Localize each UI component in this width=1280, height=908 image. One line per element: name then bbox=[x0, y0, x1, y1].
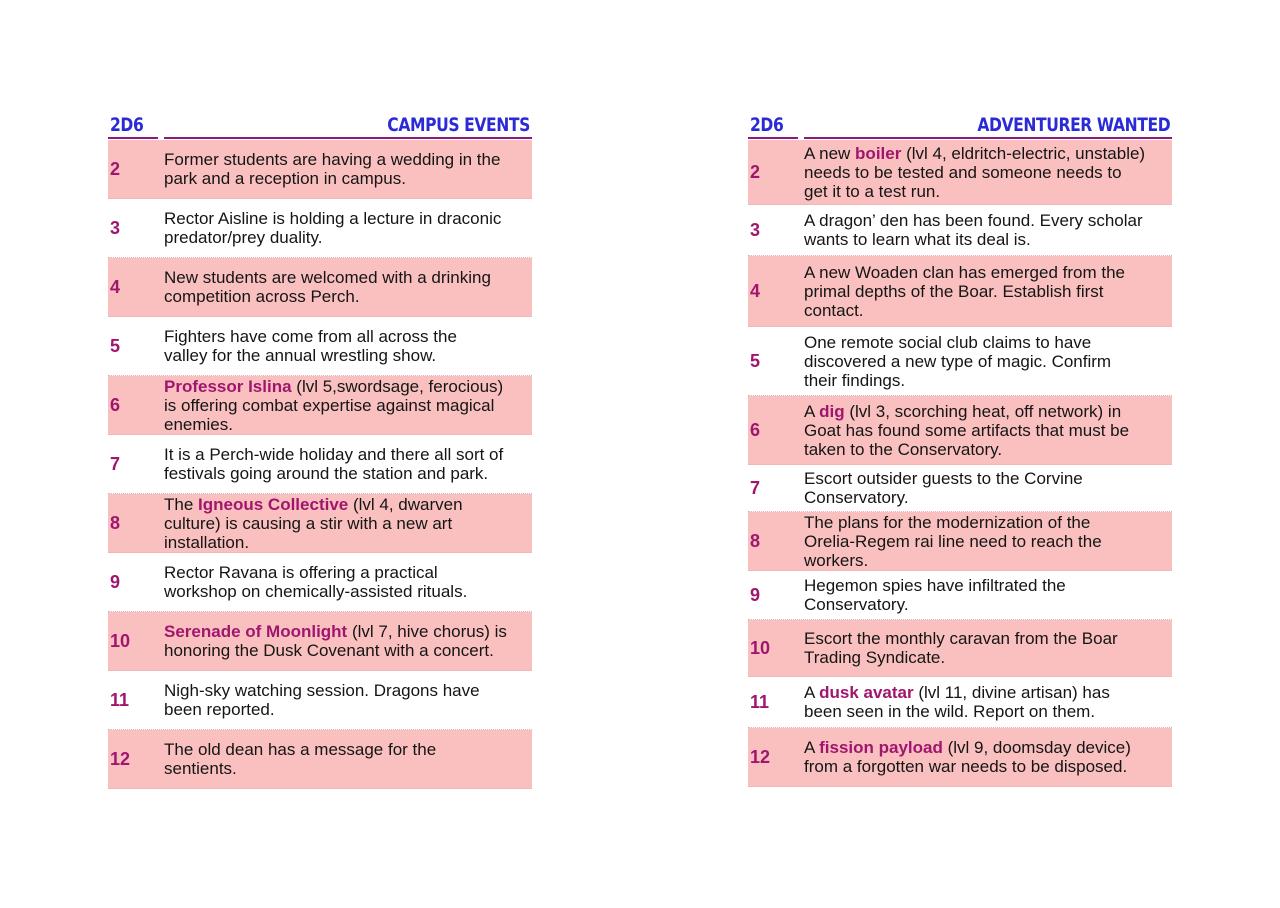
roll-number: 8 bbox=[750, 530, 761, 551]
highlighted-name: dig bbox=[819, 401, 845, 421]
table-row bbox=[108, 258, 532, 317]
entry-text bbox=[164, 563, 532, 601]
entry-text-end: (lvl 5,swordsage, ferocious) is offering combat expertise against magical enemies. bbox=[164, 376, 504, 434]
roll-number: 4 bbox=[110, 276, 121, 297]
table-row bbox=[748, 396, 1172, 465]
table-row bbox=[108, 612, 532, 671]
entry-text-start: A bbox=[804, 683, 820, 702]
table-row bbox=[748, 140, 1172, 205]
roll-number: 11 bbox=[110, 689, 130, 710]
entry-text bbox=[804, 402, 1172, 459]
entry-text-start: Rector Ravana is offering a practical workshop on chemically-assisted rituals. bbox=[164, 563, 468, 601]
table-row bbox=[108, 494, 532, 553]
entry-text-start: A dragon’ den has been found. Every scholar wants to learn what its deal is. bbox=[804, 211, 1143, 249]
entry-text-start: Former students are having a wedding in the park and a reception in campus. bbox=[164, 150, 501, 188]
entry-text bbox=[164, 327, 532, 365]
roll-number: 11 bbox=[750, 691, 770, 712]
highlighted-name: fission payload bbox=[819, 738, 943, 757]
table-header bbox=[748, 110, 1172, 140]
table-row bbox=[108, 730, 532, 789]
entry-text bbox=[804, 513, 1172, 570]
entry-text-start: Escort the monthly caravan from the Boar Trading Syndicate. bbox=[804, 629, 1118, 667]
entry-text bbox=[804, 629, 1172, 667]
table-row bbox=[108, 199, 532, 258]
entry-text-start: A bbox=[804, 738, 820, 757]
table-row bbox=[748, 571, 1172, 620]
entry-text-start: The old dean has a message for the sentients. bbox=[164, 740, 437, 778]
table-row bbox=[108, 317, 532, 376]
entry-text bbox=[164, 377, 532, 434]
roll-number: 10 bbox=[110, 630, 131, 651]
table-row bbox=[748, 205, 1172, 256]
entry-text bbox=[804, 576, 1172, 614]
entry-text-start: A new bbox=[804, 143, 856, 163]
entry-text-end: (lvl 4, dwarven culture) is causing a stir with a new art installation. bbox=[164, 494, 463, 552]
roll-number: 5 bbox=[750, 350, 761, 371]
entry-text bbox=[164, 445, 532, 483]
roll-number: 10 bbox=[750, 637, 771, 658]
table-row bbox=[748, 327, 1172, 396]
header-underline bbox=[164, 137, 532, 139]
roll-number: 2 bbox=[750, 161, 761, 182]
entry-text bbox=[164, 268, 532, 306]
entry-text-start: New students are welcomed with a drinking competition across Perch. bbox=[164, 268, 491, 306]
table-header bbox=[108, 110, 532, 140]
roll-number: 4 bbox=[750, 280, 761, 301]
entry-text bbox=[804, 144, 1172, 201]
entry-text-start: Rector Aisline is holding a lecture in draconic predator/prey duality. bbox=[164, 209, 502, 247]
adventurer-wanted-table bbox=[748, 110, 1172, 787]
entry-text bbox=[164, 150, 532, 188]
entry-text-start: The bbox=[164, 494, 199, 514]
roll-number: 9 bbox=[750, 584, 761, 605]
roll-number: 12 bbox=[110, 748, 131, 769]
entry-text-start: Escort outsider guests to the Corvine Conservatory. bbox=[804, 469, 1083, 507]
entry-text-start: Nigh-sky watching session. Dragons have been reported. bbox=[164, 681, 480, 719]
entry-text bbox=[804, 738, 1172, 776]
table-row bbox=[748, 620, 1172, 677]
entry-text-start: A bbox=[804, 401, 820, 421]
highlighted-name: Serenade of Moonlight bbox=[164, 622, 348, 641]
roll-number: 7 bbox=[110, 453, 121, 474]
entry-text-end: (lvl 3, scorching heat, off network) in Goat has found some artifacts that must be taken to the Conservatory. bbox=[804, 401, 1130, 459]
dice-column-header: 2D6 bbox=[750, 114, 784, 136]
entry-text-end: (lvl 7, hive chorus) is honoring the Dusk Covenant with a concert. bbox=[164, 622, 507, 660]
roll-number: 3 bbox=[110, 217, 121, 238]
entry-text-end: (lvl 9, doomsday device) from a forgotten war needs to be disposed. bbox=[804, 738, 1131, 776]
table-row bbox=[748, 512, 1172, 571]
table-title: ADVENTURER WANTED bbox=[977, 114, 1170, 136]
highlighted-name: Igneous Collective bbox=[198, 494, 349, 514]
entry-text-start: Fighters have come from all across the valley for the annual wrestling show. bbox=[164, 327, 457, 365]
entry-text bbox=[164, 740, 532, 778]
entry-text bbox=[804, 333, 1172, 390]
dice-column-header: 2D6 bbox=[110, 114, 144, 136]
entry-text bbox=[164, 209, 532, 247]
highlighted-name: Professor Islina bbox=[164, 376, 292, 396]
entry-text bbox=[164, 622, 532, 660]
table-row bbox=[108, 140, 532, 199]
roll-number: 8 bbox=[110, 512, 121, 533]
entry-text bbox=[804, 211, 1172, 249]
roll-number: 9 bbox=[110, 571, 121, 592]
highlighted-name: boiler bbox=[855, 143, 902, 163]
entry-text bbox=[164, 681, 532, 719]
table-row bbox=[108, 376, 532, 435]
roll-number: 2 bbox=[110, 158, 121, 179]
table-row bbox=[748, 728, 1172, 787]
entry-text-start: A new Woaden clan has emerged from the primal depths of the Boar. Establish first contact. bbox=[804, 262, 1125, 320]
entry-text-end: (lvl 4, eldritch-electric, unstable) needs to be tested and someone needs to get it to a test run. bbox=[804, 143, 1146, 201]
roll-number: 6 bbox=[750, 419, 761, 440]
entry-text-start: The plans for the modernization of the Orelia-Regem rai line need to reach the workers. bbox=[804, 512, 1102, 570]
entry-text bbox=[804, 263, 1172, 320]
table-row bbox=[108, 435, 532, 494]
roll-number: 7 bbox=[750, 477, 761, 498]
table-body bbox=[108, 140, 532, 789]
entry-text bbox=[804, 469, 1172, 507]
entry-text-start: Hegemon spies have infiltrated the Conservatory. bbox=[804, 576, 1066, 614]
table-body bbox=[748, 140, 1172, 787]
roll-number: 6 bbox=[110, 394, 121, 415]
entry-text-start: It is a Perch-wide holiday and there all sort of festivals going around the station and park. bbox=[164, 445, 504, 483]
table-row bbox=[108, 553, 532, 612]
entry-text-start: One remote social club claims to have discovered a new type of magic. Confirm their findings. bbox=[804, 332, 1112, 390]
entry-text-end: (lvl 11, divine artisan) has been seen in the wild. Report on them. bbox=[804, 683, 1110, 721]
roll-number: 3 bbox=[750, 219, 761, 240]
roll-number: 5 bbox=[110, 335, 121, 356]
header-underline bbox=[108, 137, 158, 139]
table-row bbox=[108, 671, 532, 730]
table-row bbox=[748, 465, 1172, 512]
table-row bbox=[748, 677, 1172, 728]
header-underline bbox=[804, 137, 1172, 139]
table-title: CAMPUS EVENTS bbox=[387, 114, 530, 136]
roll-number: 12 bbox=[750, 746, 771, 767]
campus-events-table bbox=[108, 110, 532, 789]
entry-text bbox=[804, 683, 1172, 721]
header-underline bbox=[748, 137, 798, 139]
entry-text bbox=[164, 495, 532, 552]
table-row bbox=[748, 256, 1172, 327]
highlighted-name: dusk avatar bbox=[819, 683, 914, 702]
